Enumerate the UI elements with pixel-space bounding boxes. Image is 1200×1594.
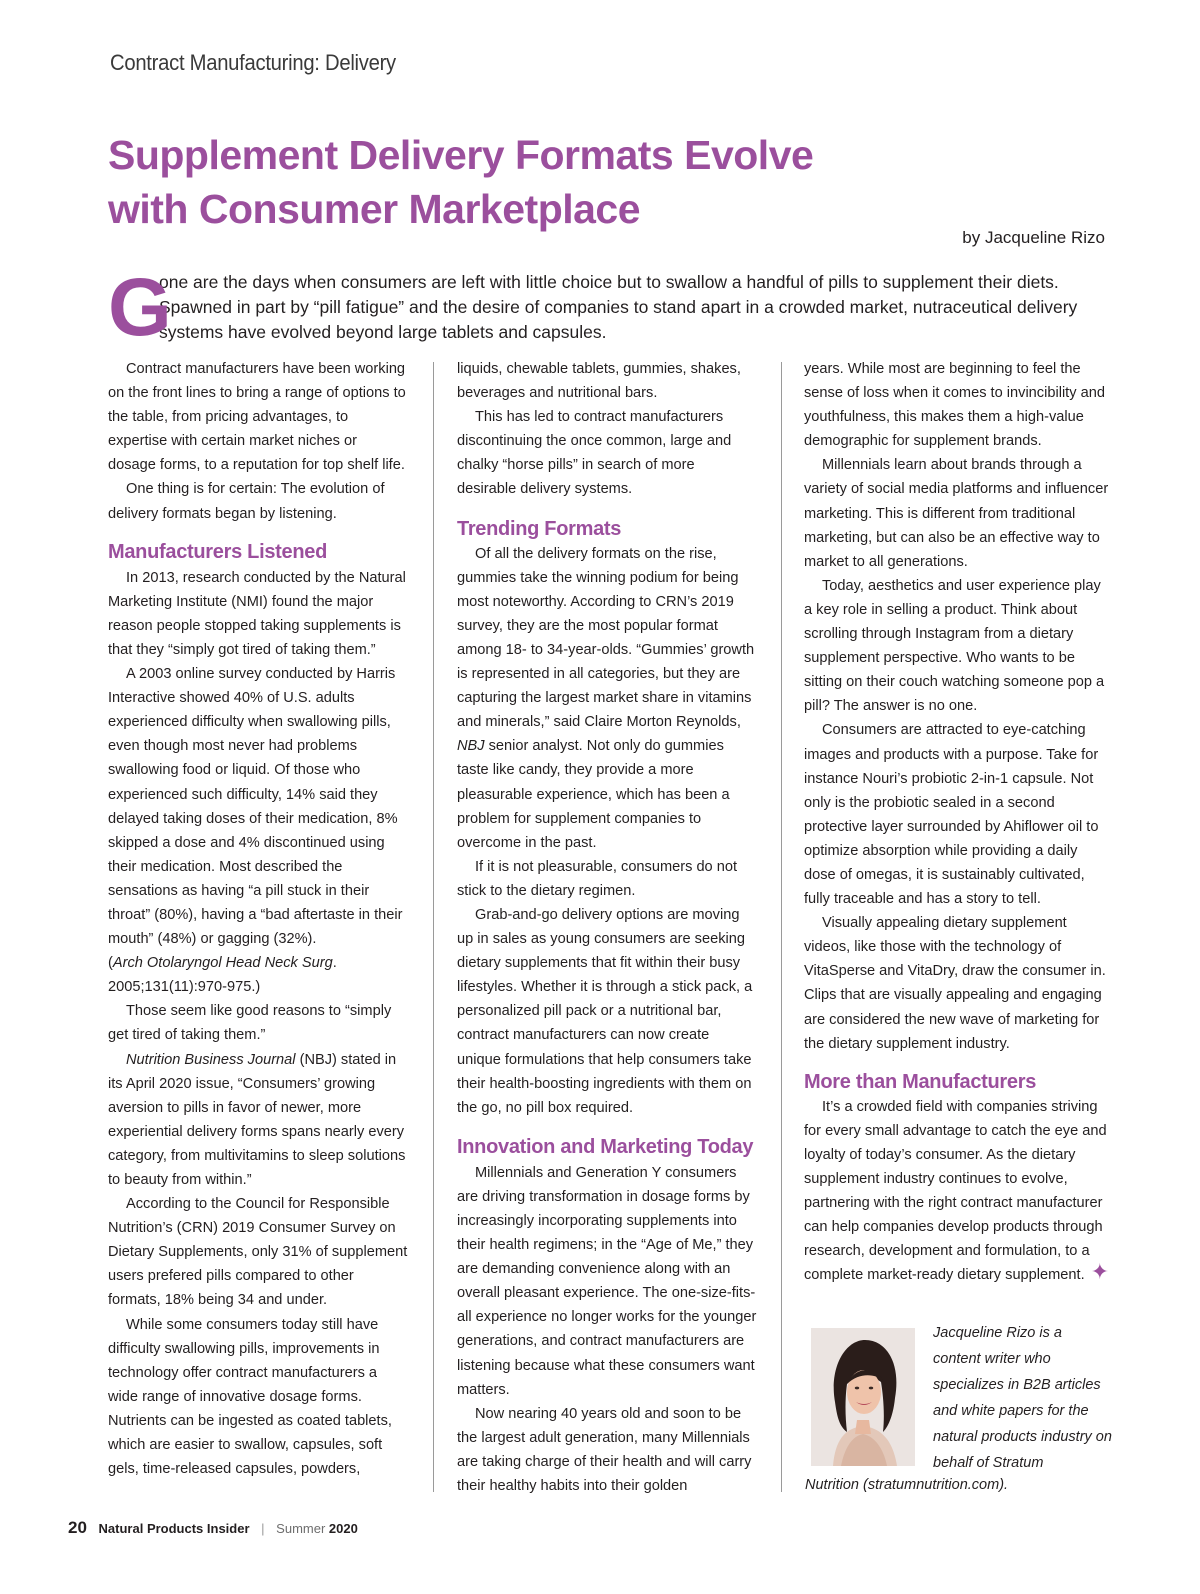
paragraph-text: senior analyst. Not only do gummies taste like candy, they provide a more pleasurable experience, which has been a problem for supplement companies to overcome in the past. [457, 738, 730, 851]
section-label: Contract Manufacturing: Delivery [110, 50, 396, 75]
author-bio-last-line: Nutrition (stratumnutrition.com). [805, 1477, 1009, 1493]
author-bio: Jacqueline Rizo is a content writer who specializes in B2B articles and white papers for the natural products industry on behalf of Stratum [933, 1325, 1112, 1471]
paragraph [108, 1048, 408, 1193]
page-footer [68, 1518, 358, 1538]
paragraph: Millennials learn about brands through a variety of social media platforms and influencer marketing. This is different from traditional marketing, but can also be an effective way to market to all generations. [804, 457, 1109, 570]
paragraph-text: (NBJ) stated in its April 2020 issue, “Consumers’ growing aversion to pills in favor of newer, more experiential delivery forms spans nearly every category, from multivitamins to sleep solutions to beauty from within.” [108, 1051, 406, 1188]
issue-season: Summer [276, 1521, 326, 1536]
author-portrait-image [811, 1328, 915, 1466]
journal-name: Nutrition Business Journal [126, 1051, 296, 1068]
paragraph: According to the Council for Responsible Nutrition’s (CRN) 2019 Consumer Survey on Dietary Supplements, only 31% of supplement users prefered pills compared to other formats, 18% being 34 and under. [108, 1196, 408, 1309]
byline: by Jacqueline Rizo [962, 228, 1105, 247]
drop-cap: G [108, 262, 172, 353]
column-3 [804, 357, 1110, 1287]
paragraph: years. While most are beginning to feel the sense of loss when it comes to invincibility and youthfulness, this makes them a high-value demographic for supplement brands. [804, 361, 1105, 450]
paragraph: Grab-and-go delivery options are moving up in sales as young consumers are seeking dietary supplements that fit within their busy lifestyles. Whether it is through a stick pack, a personalized pill pack or a nutritional bar, contract manufacturers can now create unique formulations that help consumers take their health-boosting ingredients with them on the go, no pill box required. [457, 906, 753, 1116]
paragraph: Contract manufacturers have been working on the front lines to bring a range of options to the table, from pricing advantages, to expertise with certain market niches or dosage forms, to a reputation for top shelf life. [108, 361, 406, 474]
article-title [108, 128, 868, 236]
paragraph-text: Of all the delivery formats on the rise, gummies take the winning podium for being most noteworthy. According to CRN’s 2019 survey, they are the most popular format among 18- to 34-year-olds. “Gummies’ growth is represented in all categories, but they are capturing the largest market share in vitamins and minerals,” said Claire Morton Reynolds, [457, 545, 755, 731]
paragraph: One thing is for certain: The evolution of delivery formats began by listening. [108, 481, 385, 522]
paragraph: Visually appealing dietary supplement videos, like those with the technology of VitaSperse and VitaDry, draw the consumer in. Clips that are visually appealing and engaging are considered the new wave of marketing for the dietary supplement industry. [804, 915, 1106, 1052]
paragraph [804, 1095, 1110, 1288]
paragraph: liquids, chewable tablets, gummies, shakes, beverages and nutritional bars. [457, 361, 741, 402]
paragraph: A 2003 online survey conducted by Harris Interactive showed 40% of U.S. adults experienced difficulty when swallowing pills, even though most never had problems swallowing food or liquid. Of those who experienced such difficulty, 14% said they delayed taking doses of their medication, 8% skipped a dose and 4% discontinued using their medication. Most described the sensations as having “a pill stuck in their throat” (80%), having a “bad aftertaste in their mouth” (48%) or gagging (32%). [108, 666, 403, 948]
paragraph: Now nearing 40 years old and soon to be the largest adult generation, many Millennials are taking charge of their health and will carry their healthy habits into their golden [457, 1405, 752, 1495]
paragraph: While some consumers today still have difficulty swallowing pills, improvements in technology offer contract manufacturers a wide range of innovative dosage forms. Nutrients can be ingested as coated tablets, which are easier to swallow, capsules, soft gels, time-released capsules, powders, [108, 1316, 392, 1478]
subheading-manufacturers-listened: Manufacturers Listened [108, 540, 328, 563]
magazine-name: Natural Products Insider [98, 1521, 250, 1536]
nbj-abbrev: NBJ [457, 738, 485, 755]
title-line-2: with Consumer Marketplace [108, 186, 641, 232]
page-number: 20 [68, 1518, 87, 1537]
paragraph [457, 542, 757, 855]
end-mark-icon: ✦ [1090, 1259, 1110, 1285]
paragraph: Millennials and Generation Y consumers are driving transformation in dosage forms by increasingly incorporating supplements into their health regimens; in the “Age of Me,” they are demanding convenience along with an overall pleasant experience. The one-size-fits-all experience no longer works for the younger generations, and contract manufacturers are listening because what these consumers want matters. [457, 1164, 757, 1398]
citation-journal: Arch Otolaryngol Head Neck Surg [112, 955, 333, 972]
citation: (Arch Otolaryngol Head Neck Surg. 2005;131(11):970-975.) [108, 955, 337, 996]
paragraph: In 2013, research conducted by the Natural Marketing Institute (NMI) found the major reason people stopped taking supplements is that they “simply got tired of taking them.” [108, 569, 406, 658]
intro-text: one are the days when consumers are left with little choice but to swallow a handful of pills to supplement their diets. Spawned in part by “pill fatigue” and the desire of companies to stand apart in a crowded market, nutraceutical delivery systems have evolved beyond large tablets and capsules. [159, 272, 1078, 342]
title-line-1: Supplement Delivery Formats Evolve [108, 132, 814, 178]
author-photo [811, 1328, 915, 1466]
paragraph: This has led to contract manufacturers discontinuing the once common, large and chalky “horse pills” in search of more desirable delivery systems. [457, 409, 732, 498]
paragraph: If it is not pleasurable, consumers do not stick to the dietary regimen. [457, 858, 738, 899]
issue-year: 2020 [328, 1521, 358, 1536]
subheading-trending-formats: Trending Formats [457, 517, 622, 540]
subheading-more-than-manufacturers: More than Manufacturers [804, 1070, 1037, 1093]
column-2 [457, 357, 757, 1498]
footer-separator: | [261, 1521, 265, 1536]
subheading-innovation-marketing: Innovation and Marketing Today [457, 1135, 754, 1158]
column-divider [433, 362, 434, 1492]
column-divider [781, 362, 782, 1492]
intro-paragraph [108, 262, 1108, 353]
column-1 [108, 357, 408, 1481]
paragraph: Consumers are attracted to eye-catching images and products with a purpose. Take for instance Nouri’s probiotic 2-in-1 capsule. Not only is the probiotic sealed in a second protective layer surrounded by Ahiflower oil to optimize absorption while providing a daily dose of omegas, it is sustainably cultivated, fully traceable and has a story to tell. [804, 722, 1099, 908]
paragraph-text: It’s a crowded field with companies striving for every small advantage to catch the eye and loyalty of today’s consumer. As the dietary supplement industry continues to evolve, partnering with the right contract manufacturer can help companies develop products through research, development and formulation, to a complete market-ready dietary supplement. [804, 1098, 1107, 1284]
paragraph: Those seem like good reasons to “simply get tired of taking them.” [108, 1003, 392, 1044]
paragraph: Today, aesthetics and user experience play a key role in selling a product. Think about scrolling through Instagram from a dietary supplement perspective. Who wants to be sitting on their couch watching someone pop a pill? The answer is no one. [804, 577, 1105, 715]
citation-details: . 2005;131(11):970-975.) [108, 955, 337, 996]
